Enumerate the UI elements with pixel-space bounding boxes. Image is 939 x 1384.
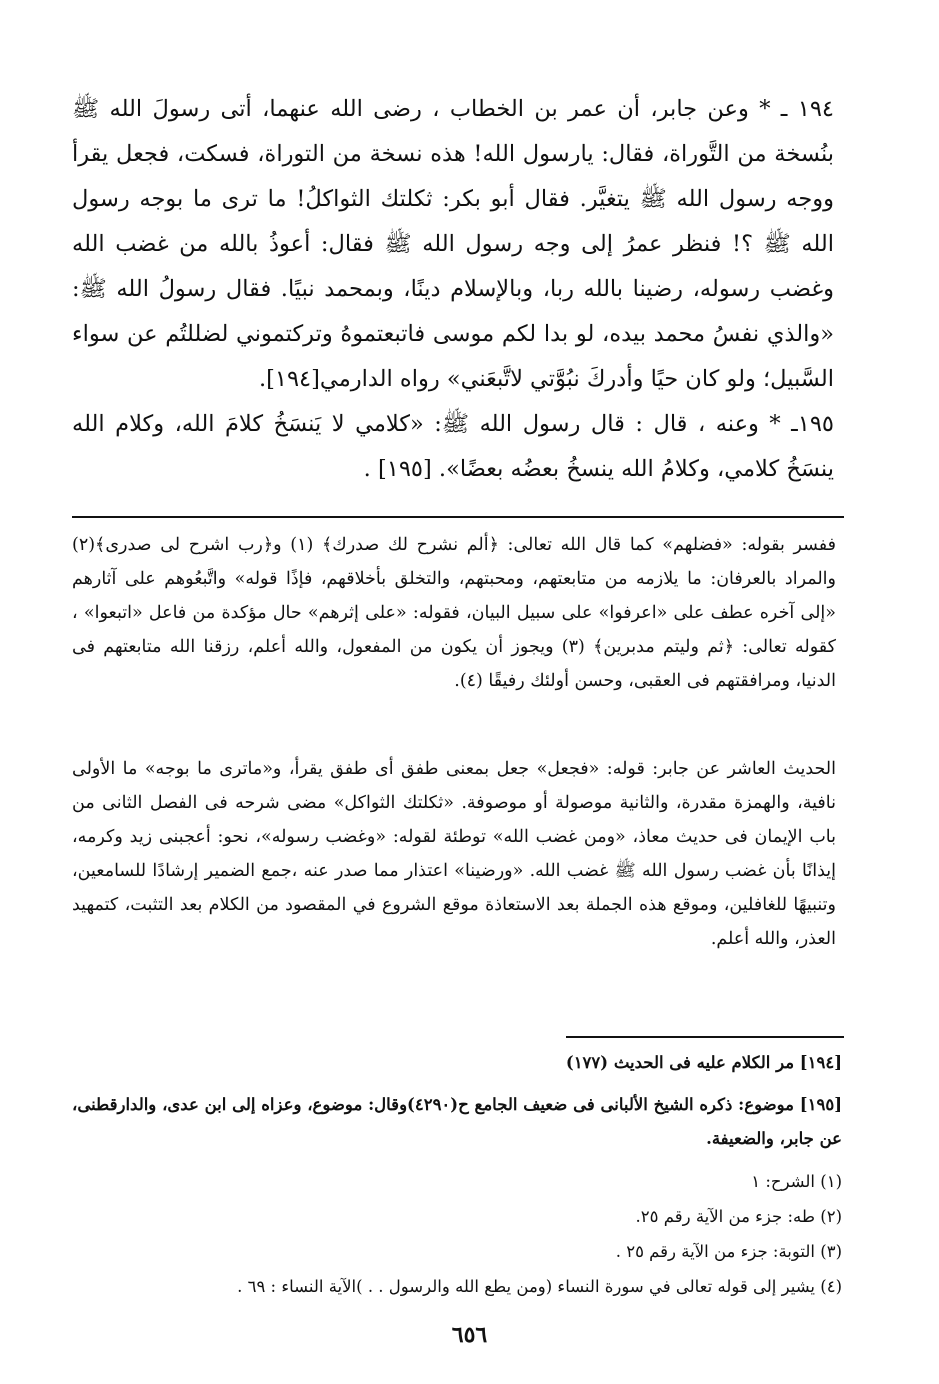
commentary-paragraph-1: ففسر بقوله: «فضلهم» كما قال الله تعالى: ﴿ألم نشرح لك صدرك﴾ (١) و﴿رب اشرح لى صدرى﴾(٢) والمراد بالعرفان: ما يلازمه من متابعتهم، ومحبتهم، والتخلق بأخلاقهم، فإذًا قوله» واتَّبعُوهم على آثارهم «إلى آخره عطف على «اعرفوا» على سبيل البيان، فقوله: «على إثرهم» حال مؤكدة من فاعل «اتبعوا» ، كقوله تعالى: ﴿ثم وليتم مدبرين﴾ (٣) ويجوز أن يكون من المفعول، والله أعلم، رزقنا الله متابعتهم فى الدنيا، ومرافقتهم فى العقبى، وحسن أولئك رفيقًا (٤). [72, 535, 836, 691]
footnote-1: (١) الشرح: ١ [751, 1172, 842, 1191]
page-number: ٦٥٦ [451, 1322, 488, 1348]
hadith-195-text: ١٩٥ـ * وعنه ، قال : قال رسول الله ﷺ: «كلامي لا يَنسَخُ كلامَ الله، وكلام الله ينسَخُ كلامي، وكلامُ الله ينسخُ بعضُه بعضًا». [١٩٥] . [72, 411, 834, 482]
footnote-4: (٤) يشير إلى قوله تعالى في سورة النساء (ومن يطع الله والرسول . . )الآية النساء : ٦٩ . [237, 1277, 842, 1296]
footnote-3: (٣) التوبة: جزء من الآية رقم ٢٥ . [615, 1242, 842, 1261]
commentary-paragraph-2: الحديث العاشر عن جابر: قوله: «فجعل» جعل بمعنى طفق أى طفق يقرأ، و«ماترى ما بوجه» ما الأولى نافية، والهمزة مقدرة، والثانية موصولة أو موصوفة. «ثكلتك الثواكل» مضى شرحه فى الفصل الثانى من باب الإيمان فى حديث معاذ، «ومن غضب الله» توطئة لقوله: «وغضب رسوله»، نحو: أعجبنى زيد وكرمه، إيذانًا بأن غضب رسول الله ﷺ غضب الله. «ورضينا» اعتذار مما صدر عنه ،جمع الضمير إرشادًا للسامعين، وتنبيهًا للغافلين، وموقع هذه الجملة بعد الاستعاذة موقع الشروع في المقصود من الكلام بعد التثبت، كتمهيد العذر، والله أعلم. [72, 759, 836, 949]
footnote-194: [١٩٤] مر الكلام عليه فى الحديث (١٧٧) [565, 1053, 842, 1072]
main-divider [72, 516, 844, 518]
footnote-2: (٢) طه: جزء من الآية رقم ٢٥. [635, 1207, 842, 1226]
footnote-195: [١٩٥] موضوع: ذكره الشيخ الألبانى فى ضعيف الجامع ح(٤٢٩٠)وقال: موضوع، وعزاه إلى ابن عدى، والدارقطنى، عن جابر، والضعيفة. [72, 1095, 842, 1148]
footnotes-divider [566, 1036, 844, 1038]
hadith-194-text: ١٩٤ ـ * وعن جابر، أن عمر بن الخطاب ، رضى الله عنهما، أتى رسولَ الله ﷺ بنُسخة من التَّوراة، فقال: يارسول الله! هذه نسخة من التوراة، فسكت، فجعل يقرأ ووجه رسول الله ﷺ يتغيَّر. فقال أبو بكر: ثكلتك الثواكلُ! ما ترى ما بوجه رسول الله ﷺ ؟! فنظر عمرُ إلى وجه رسول الله ﷺ فقال: أعوذُ بالله من غضب الله وغضب رسوله، رضينا بالله ربا، وبالإسلام دينًا، وبمحمد نبيًا. فقال رسولُ الله ﷺ: «والذي نفسُ محمد بيده، لو بدا لكم موسى فاتبعتموهُ وتركتموني لضللتُم عن سواء السَّبيل؛ ولو كان حيًا وأدركَ نبُوَّتي لاتَّبعَني» رواه الدارمي[١٩٤]. [72, 96, 834, 392]
